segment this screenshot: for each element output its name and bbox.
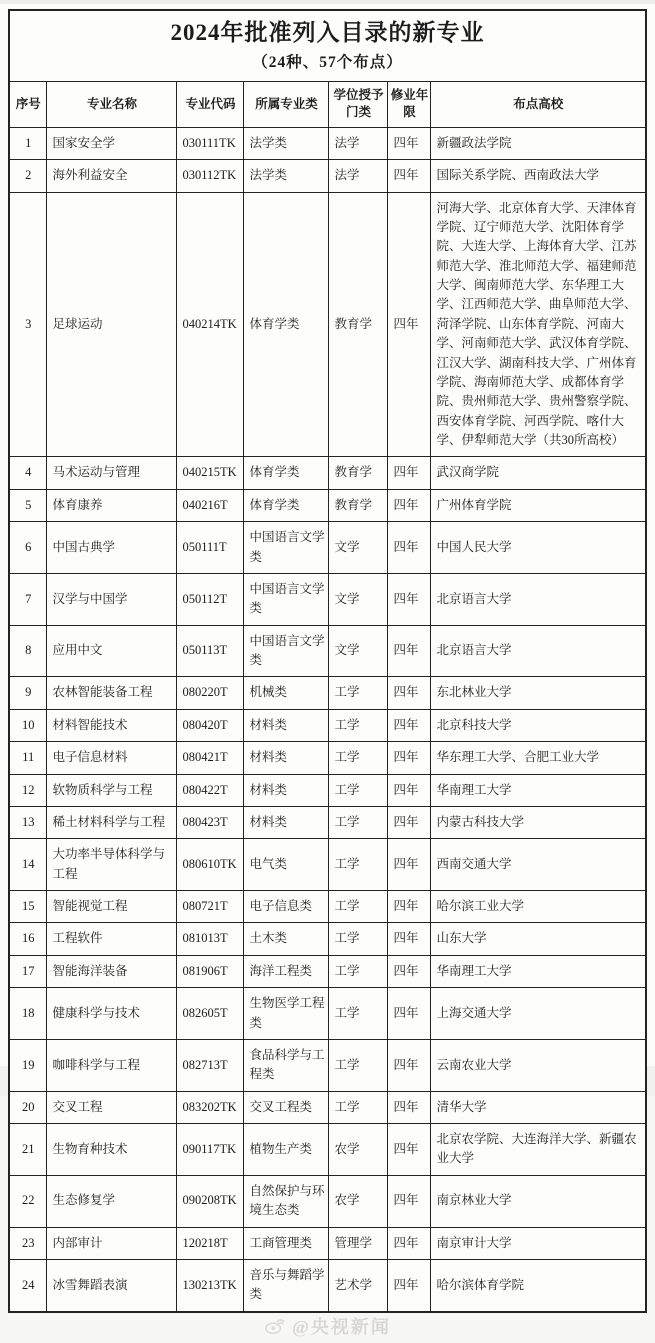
table-row <box>9 806 646 838</box>
table-cell: 四年 <box>388 127 431 159</box>
table-cell: 汉学与中国学 <box>47 573 177 625</box>
table-cell: 083202TK <box>177 1091 244 1123</box>
table-cell: 生物育种技术 <box>47 1124 177 1176</box>
watermark <box>9 1313 646 1343</box>
table-cell: 足球运动 <box>47 192 177 457</box>
table-cell: 法学类 <box>244 127 329 159</box>
table-cell: 四年 <box>388 1124 431 1176</box>
table-cell: 工学 <box>329 988 388 1040</box>
table-cell: 四年 <box>388 955 431 987</box>
table-cell: 四年 <box>388 891 431 923</box>
table-cell: 交叉工程类 <box>244 1091 329 1123</box>
table-cell: 130213TK <box>177 1259 244 1311</box>
table-cell: 四年 <box>388 806 431 838</box>
table-cell: 教育学 <box>329 192 388 457</box>
table-cell: 082713T <box>177 1039 244 1091</box>
table-cell: 四年 <box>388 988 431 1040</box>
table-cell: 应用中文 <box>47 625 177 677</box>
table-cell: 材料类 <box>244 709 329 741</box>
table-row <box>9 573 646 625</box>
table-cell: 2 <box>9 160 47 192</box>
table-cell: 四年 <box>388 1039 431 1091</box>
table-cell: 交叉工程 <box>47 1091 177 1123</box>
table-cell: 四年 <box>388 192 431 457</box>
table-body <box>9 127 646 1311</box>
table-cell: 四年 <box>388 1091 431 1123</box>
table-cell: 080721T <box>177 891 244 923</box>
table-cell: 北京语言大学 <box>431 625 646 677</box>
table-cell: 植物生产类 <box>244 1124 329 1176</box>
table-cell: 17 <box>9 955 47 987</box>
table-cell: 大功率半导体科学与工程 <box>47 839 177 891</box>
table-cell: 工学 <box>329 806 388 838</box>
table-cell: 法学 <box>329 127 388 159</box>
table-cell: 中国语言文学类 <box>244 522 329 574</box>
table-row <box>9 160 646 192</box>
table-cell: 机械类 <box>244 677 329 709</box>
table-cell: 四年 <box>388 677 431 709</box>
table-cell: 生态修复学 <box>47 1175 177 1227</box>
title-row <box>9 10 646 81</box>
table-cell: 健康科学与技术 <box>47 988 177 1040</box>
header-row <box>9 81 646 127</box>
table-row <box>9 1227 646 1259</box>
table-cell: 云南农业大学 <box>431 1039 646 1091</box>
table-cell: 智能海洋装备 <box>47 955 177 987</box>
table-cell: 华南理工大学 <box>431 774 646 806</box>
table-row <box>9 677 646 709</box>
table-cell: 内蒙古科技大学 <box>431 806 646 838</box>
table-cell: 国家安全学 <box>47 127 177 159</box>
table-cell: 030111TK <box>177 127 244 159</box>
table-cell: 工学 <box>329 923 388 955</box>
table-cell: 北京语言大学 <box>431 573 646 625</box>
table-row <box>9 709 646 741</box>
table-cell: 新疆政法学院 <box>431 127 646 159</box>
table-cell: 20 <box>9 1091 47 1123</box>
table-cell: 工学 <box>329 891 388 923</box>
table-cell: 华东理工大学、合肥工业大学 <box>431 742 646 774</box>
table-cell: 四年 <box>388 457 431 489</box>
table-cell: 土木类 <box>244 923 329 955</box>
table-cell: 19 <box>9 1039 47 1091</box>
table-cell: 中国人民大学 <box>431 522 646 574</box>
table-cell: 8 <box>9 625 47 677</box>
table-cell: 智能视觉工程 <box>47 891 177 923</box>
new-majors-table <box>8 9 647 1313</box>
table-cell: 18 <box>9 988 47 1040</box>
table-cell: 120218T <box>177 1227 244 1259</box>
table-cell: 文学 <box>329 625 388 677</box>
table-row <box>9 127 646 159</box>
table-cell: 南京审计大学 <box>431 1227 646 1259</box>
table-cell: 农学 <box>329 1124 388 1176</box>
table-row <box>9 891 646 923</box>
table-cell: 080422T <box>177 774 244 806</box>
table-cell: 材料智能技术 <box>47 709 177 741</box>
table-cell: 工学 <box>329 839 388 891</box>
table-cell: 农学 <box>329 1175 388 1227</box>
table-cell: 040216T <box>177 489 244 521</box>
table-cell: 四年 <box>388 522 431 574</box>
table-cell: 080423T <box>177 806 244 838</box>
table-cell: 工学 <box>329 774 388 806</box>
table-cell: 24 <box>9 1259 47 1311</box>
table-row <box>9 1091 646 1123</box>
table-cell: 北京农学院、大连海洋大学、新疆农业大学 <box>431 1124 646 1176</box>
table-cell: 法学类 <box>244 160 329 192</box>
table-cell: 中国语言文学类 <box>244 573 329 625</box>
table-cell: 生物医学工程类 <box>244 988 329 1040</box>
table-cell: 广州体育学院 <box>431 489 646 521</box>
table-cell: 090117TK <box>177 1124 244 1176</box>
table-cell: 1 <box>9 127 47 159</box>
table-cell: 082605T <box>177 988 244 1040</box>
table-cell: 工学 <box>329 1039 388 1091</box>
table-cell: 文学 <box>329 573 388 625</box>
table-cell: 081013T <box>177 923 244 955</box>
table-cell: 4 <box>9 457 47 489</box>
table-cell: 音乐与舞蹈学类 <box>244 1259 329 1311</box>
table-cell: 工学 <box>329 742 388 774</box>
table-cell: 四年 <box>388 774 431 806</box>
table-cell: 西南交通大学 <box>431 839 646 891</box>
table-cell: 5 <box>9 489 47 521</box>
table-cell: 冰雪舞蹈表演 <box>47 1259 177 1311</box>
table-cell: 艺术学 <box>329 1259 388 1311</box>
weibo-icon <box>264 1316 286 1335</box>
table-row <box>9 522 646 574</box>
table-row <box>9 1259 646 1311</box>
table-cell: 四年 <box>388 839 431 891</box>
table-row <box>9 742 646 774</box>
table-cell: 体育学类 <box>244 192 329 457</box>
table-row <box>9 192 646 457</box>
table-cell: 工学 <box>329 709 388 741</box>
table-cell: 法学 <box>329 160 388 192</box>
table-cell: 四年 <box>388 1175 431 1227</box>
table-row <box>9 1039 646 1091</box>
table-cell: 自然保护与环境生态类 <box>244 1175 329 1227</box>
table-cell: 华南理工大学 <box>431 955 646 987</box>
table-cell: 四年 <box>388 625 431 677</box>
table-cell: 11 <box>9 742 47 774</box>
table-cell: 四年 <box>388 742 431 774</box>
table-cell: 材料类 <box>244 806 329 838</box>
table-cell: 6 <box>9 522 47 574</box>
table-cell: 体育康养 <box>47 489 177 521</box>
table-cell: 食品科学与工程类 <box>244 1039 329 1091</box>
table-row <box>9 625 646 677</box>
table-cell: 河海大学、北京体育大学、天津体育学院、辽宁师范大学、沈阳体育学院、大连大学、上海体育大学、江苏师范大学、淮北师范大学、福建师范大学、闽南师范大学、东华理工大学、江西师范大学、曲阜师范大学、菏泽学院、山东体育学院、河南大学、河南师范大学、武汉体育学院、江汉大学、湖南科技大学、广州体育学院、海南师范大学、成都体育学院、贵州师范大学、贵州警察学院、西安体育学院、河西学院、喀什大学、伊犁师范大学（共30所高校） <box>431 192 646 457</box>
table-cell: 3 <box>9 192 47 457</box>
table-cell: 北京科技大学 <box>431 709 646 741</box>
table-cell: 080220T <box>177 677 244 709</box>
table-row <box>9 988 646 1040</box>
table-cell: 山东大学 <box>431 923 646 955</box>
column-header-4: 学位授予门类 <box>329 81 388 127</box>
table-cell: 四年 <box>388 573 431 625</box>
table-cell: 050113T <box>177 625 244 677</box>
table-cell: 海洋工程类 <box>244 955 329 987</box>
table-cell: 教育学 <box>329 457 388 489</box>
table-cell: 武汉商学院 <box>431 457 646 489</box>
table-cell: 体育学类 <box>244 489 329 521</box>
table-cell: 工程软件 <box>47 923 177 955</box>
table-cell: 15 <box>9 891 47 923</box>
page-title: 2024年批准列入目录的新专业 <box>170 20 485 45</box>
table-cell: 稀土材料科学与工程 <box>47 806 177 838</box>
table-cell: 马术运动与管理 <box>47 457 177 489</box>
table-cell: 四年 <box>388 1259 431 1311</box>
table-cell: 教育学 <box>329 489 388 521</box>
table-cell: 四年 <box>388 1227 431 1259</box>
table-cell: 10 <box>9 709 47 741</box>
column-header-3: 所属专业类 <box>244 81 329 127</box>
table-cell: 工学 <box>329 677 388 709</box>
watermark-text: @央视新闻 <box>292 1316 391 1337</box>
table-row <box>9 457 646 489</box>
table-cell: 050111T <box>177 522 244 574</box>
table-cell: 电子信息类 <box>244 891 329 923</box>
table-cell: 四年 <box>388 709 431 741</box>
table-cell: 090208TK <box>177 1175 244 1227</box>
table-row <box>9 955 646 987</box>
table-cell: 软物质科学与工程 <box>47 774 177 806</box>
table-cell: 南京林业大学 <box>431 1175 646 1227</box>
table-cell: 管理学 <box>329 1227 388 1259</box>
table-cell: 081906T <box>177 955 244 987</box>
page-subtitle: （24种、57个布点） <box>252 53 403 71</box>
table-cell: 材料类 <box>244 742 329 774</box>
table-cell: 7 <box>9 573 47 625</box>
table-cell: 体育学类 <box>244 457 329 489</box>
table-cell: 080420T <box>177 709 244 741</box>
table-cell: 内部审计 <box>47 1227 177 1259</box>
table-cell: 农林智能装备工程 <box>47 677 177 709</box>
column-header-1: 专业名称 <box>47 81 177 127</box>
table-row <box>9 923 646 955</box>
table-row <box>9 1175 646 1227</box>
table-cell: 东北林业大学 <box>431 677 646 709</box>
table-cell: 22 <box>9 1175 47 1227</box>
table-cell: 国际关系学院、西南政法大学 <box>431 160 646 192</box>
table-cell: 四年 <box>388 160 431 192</box>
column-header-6: 布点高校 <box>431 81 646 127</box>
table-cell: 050112T <box>177 573 244 625</box>
column-header-2: 专业代码 <box>177 81 244 127</box>
table-cell: 电气类 <box>244 839 329 891</box>
table-cell: 21 <box>9 1124 47 1176</box>
table-row <box>9 489 646 521</box>
table-cell: 16 <box>9 923 47 955</box>
table-cell: 9 <box>9 677 47 709</box>
table-cell: 工学 <box>329 1091 388 1123</box>
table-cell: 030112TK <box>177 160 244 192</box>
table-cell: 四年 <box>388 489 431 521</box>
table-cell: 080610TK <box>177 839 244 891</box>
table-cell: 080421T <box>177 742 244 774</box>
table-cell: 23 <box>9 1227 47 1259</box>
table-cell: 工学 <box>329 955 388 987</box>
table-row <box>9 774 646 806</box>
table-cell: 文学 <box>329 522 388 574</box>
table-cell: 清华大学 <box>431 1091 646 1123</box>
table-cell: 工商管理类 <box>244 1227 329 1259</box>
column-header-0: 序号 <box>9 81 47 127</box>
title-cell <box>9 10 646 81</box>
table-cell: 哈尔滨工业大学 <box>431 891 646 923</box>
table-cell: 咖啡科学与工程 <box>47 1039 177 1091</box>
table-cell: 四年 <box>388 923 431 955</box>
table-row <box>9 1124 646 1176</box>
table-cell: 海外利益安全 <box>47 160 177 192</box>
table-cell: 13 <box>9 806 47 838</box>
table-cell: 中国语言文学类 <box>244 625 329 677</box>
table-cell: 14 <box>9 839 47 891</box>
table-row <box>9 839 646 891</box>
table-cell: 12 <box>9 774 47 806</box>
table-cell: 040215TK <box>177 457 244 489</box>
table-cell: 上海交通大学 <box>431 988 646 1040</box>
column-header-5: 修业年限 <box>388 81 431 127</box>
table-cell: 哈尔滨体育学院 <box>431 1259 646 1311</box>
table-cell: 040214TK <box>177 192 244 457</box>
table-cell: 材料类 <box>244 774 329 806</box>
table-cell: 电子信息材料 <box>47 742 177 774</box>
table-cell: 中国古典学 <box>47 522 177 574</box>
